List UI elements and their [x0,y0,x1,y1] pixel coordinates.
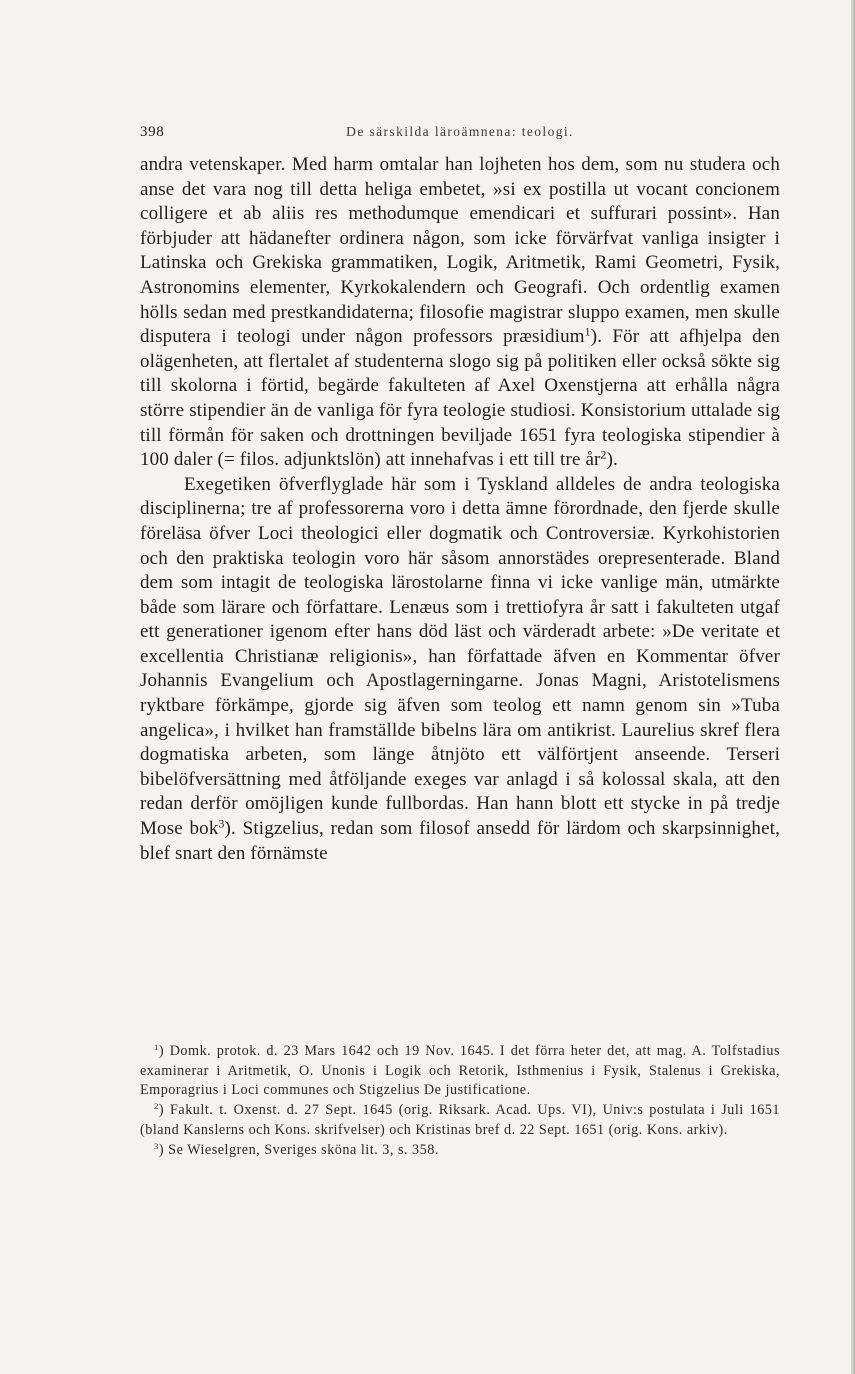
footnote-mark: 3 [154,1140,159,1151]
paragraph-text: Exegetiken öfverflyglade här som i Tyskland alldeles de andra teologiska disciplinerna; tre af professorerna voro i detta ämne förordnade, den fjerde skulle föreläsa öfver Loci theologici eller dogmatik och Controversiæ. Kyrkohistorien och den praktiska teologin voro här såsom annorstädes orepresenterade. Bland dem som intagit de teologiska lärostolarne finna vi icke vanlige män, utmärkte både som lärare och författare. Lenæus som i trettiofyra år satt i fakulteten utgaf ett generationer igenom efter hans död läst och värderadt arbete: »De veritate et excellentia Christianæ religionis», han författade äfven en Kommentar öfver Johannis Evangelium och Apostlagerningarne. Jonas Magni, Aristotelismens ryktbare förkämpe, gjorde sig äfven som teolog ett namn genom sin »Tuba angelica», i hvilket han framställde bibelns lära om antikrist. Laurelius skref flera dogmatiska arbeten, som länge åtnjöto ett välförtjent anseende. Terseri bibelöfversättning med åtföljande exeges var anlagd i så kolossal skala, att den redan derför omöjligen kunde fullbordas. Han hann blott ett stycke in på tredje Mose bok [140,473,780,840]
running-title: De särskilda läroämnena: teologi. [346,124,574,139]
footnote-ref: 1 [584,325,591,339]
paragraph [140,473,780,867]
paragraph-text: andra vetenskaper. Med harm omtalar han lojheten hos dem, som nu studera och anse det vara nog till detta heliga embetet, »si ex postilla ut vocant concionem colligere et ab aliis res methodumque emendicari et suffurari possint». Han förbjuder att hädanefter ordinera någon, som icke förvärfvat vanliga insigter i Latinska och Grekiska grammatiken, Logik, Aritmetik, Rami Geometri, Fysik, Astronomins elementer, Kyrkokalendern och Geografi. Och ordentlig examen hölls sedan med prestkandidaterna; filosofie magistrar sluppo examen, men skulle disputera i teologi under någon professors præsidium [140,154,780,348]
paragraph-text: ). För att afhjelpa den olägenheten, att flertalet af studenterna slogo sig på politiken eller också sökte sig till skolorna i förtid, begärde fakulteten af Axel Oxenstjerna att erhålla några större stipendier än de vanliga för fyra teologie studiosi. Konsistorium uttalade sig till förmån för saken och drottningen beviljade 1651 fyra teologiska stipendier à 100 daler (= filos. adjunktslön) att innehafvas i ett till tre år [140,326,781,471]
footnote-text: ) Fakult. t. Oxenst. d. 27 Sept. 1645 (orig. Riksark. Acad. Ups. VI), Univ:s postulata i Juli 1651 (bland Kanslerns och Kons. skrifvelser) och Kristinas bref d. 22 Sept. 1651 (orig. Kons. arkiv). [140,1102,780,1138]
paragraph [140,153,780,473]
footnote-ref: 3 [218,817,225,831]
paragraph-text: ). [606,449,618,471]
footnote-mark: 2 [154,1101,159,1112]
footnote-ref: 2 [600,448,607,462]
running-header [140,124,780,144]
footnotes [140,1042,780,1160]
footnote [140,1042,780,1101]
page-number: 398 [140,124,165,140]
footnote-text: ) Domk. protok. d. 23 Mars 1642 och 19 Nov. 1645. I det förra heter det, att mag. A. Tolfstadius examinerar i Aritmetik, O. Unonis i Logik och Retorik, Isthmenius i Fysik, Stalenus i Grekiska, Emporagrius i Loci communes och Stigzelius De justificatione. [140,1043,780,1099]
paragraph-text: ). Stigzelius, redan som filosof ansedd för lärdom och skarpsinnighet, blef snart den förnämste [140,818,780,864]
footnote [140,1101,780,1140]
page-edge-shadow [851,0,855,1374]
main-text [140,153,780,866]
footnote [140,1141,780,1161]
footnote-mark: 1 [154,1042,159,1053]
footnote-text: ) Se Wieselgren, Sveriges sköna lit. 3, s. 358. [158,1141,439,1158]
